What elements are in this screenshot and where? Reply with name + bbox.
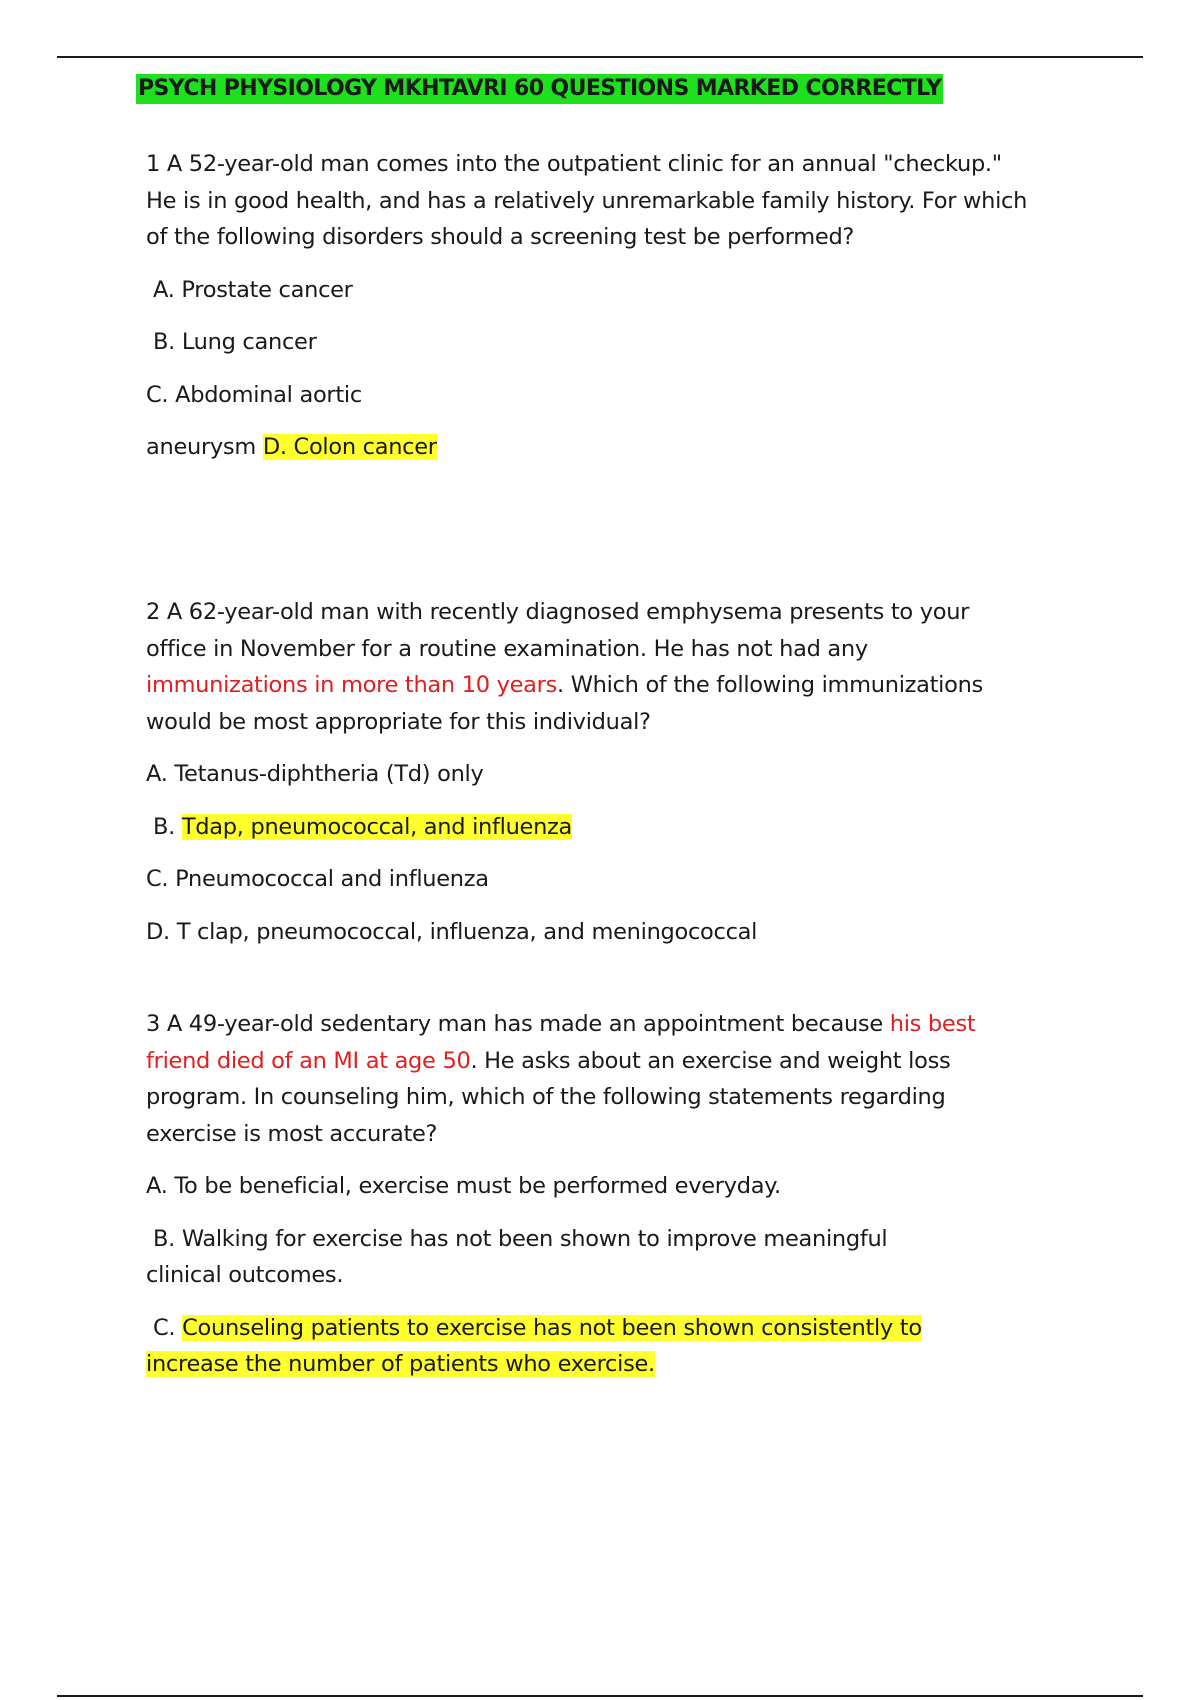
question-2-option-a: A. Tetanus-diphtheria (Td) only	[146, 761, 484, 787]
question-1-option-c-d-line	[146, 429, 1086, 466]
bottom-rule	[57, 1695, 1143, 1697]
stem-line: He is in good health, and has a relatively unremarkable family history. For which	[146, 187, 1028, 214]
stem-emphasis: friend died of an MI at age 50	[146, 1047, 471, 1074]
stem-emphasis: immunizations in more than 10 years	[146, 672, 558, 698]
document-body	[138, 74, 1086, 1377]
option-letter: C.	[153, 1314, 176, 1341]
question-2-correct-answer: Tdap, pneumococcal, and influenza	[181, 813, 573, 840]
option-c-continuation: aneurysm	[146, 434, 256, 460]
question-3-option-c	[146, 1310, 1086, 1383]
question-1-correct-answer: D. Colon cancer	[262, 434, 437, 460]
question-3-correct-answer-cont: increase the number of patients who exercise.	[146, 1351, 655, 1377]
top-rule	[57, 56, 1143, 58]
stem-line: of the following disorders should a screening test be performed?	[146, 224, 855, 250]
question-3-option-a: A. To be beneficial, exercise must be performed everyday.	[146, 1173, 781, 1199]
stem-emphasis: his best	[889, 1011, 976, 1037]
stem-line: 1 A 52-year-old man comes into the outpatient clinic for an annual "checkup."	[146, 151, 1002, 177]
question-2-option-d: D. T clap, pneumococcal, influenza, and meningococcal	[146, 918, 758, 945]
question-1	[146, 146, 1086, 482]
question-1-option-a: A. Prostate cancer	[153, 276, 353, 303]
option-letter: B.	[153, 813, 175, 840]
stem-line: exercise is most accurate?	[146, 1120, 438, 1147]
question-2-option-b	[146, 809, 1086, 846]
stem-line: office in November for a routine examination. He has not had any	[146, 635, 868, 662]
document-title: PSYCH PHYSIOLOGY MKHTAVRI 60 QUESTIONS MARKED CORRECTLY	[136, 74, 943, 104]
question-3	[146, 1006, 1086, 1399]
question-1-option-c: C. Abdominal aortic	[146, 381, 362, 408]
option-b-line: B. Walking for exercise has not been shown to improve meaningful	[153, 1225, 888, 1252]
question-2-option-c: C. Pneumococcal and influenza	[146, 866, 489, 892]
question-2	[146, 594, 1086, 966]
question-2-stem	[146, 594, 1086, 740]
stem-line: would be most appropriate for this individual?	[146, 708, 651, 735]
question-3-option-b	[146, 1221, 1086, 1294]
stem-line: . He asks about an exercise and weight loss	[470, 1047, 951, 1074]
stem-line: 2 A 62-year-old man with recently diagnosed emphysema presents to your	[146, 599, 970, 625]
question-3-stem	[146, 1006, 1086, 1152]
stem-line: 3 A 49-year-old sedentary man has made an appointment because	[146, 1011, 883, 1037]
question-1-option-b: B. Lung cancer	[153, 329, 317, 355]
question-3-correct-answer: Counseling patients to exercise has not been shown consistently to	[182, 1314, 922, 1341]
stem-line: program. In counseling him, which of the following statements regarding	[146, 1084, 946, 1110]
question-1-stem	[146, 146, 1086, 256]
option-b-line: clinical outcomes.	[146, 1262, 344, 1288]
stem-line: . Which of the following immunizations	[557, 672, 983, 698]
